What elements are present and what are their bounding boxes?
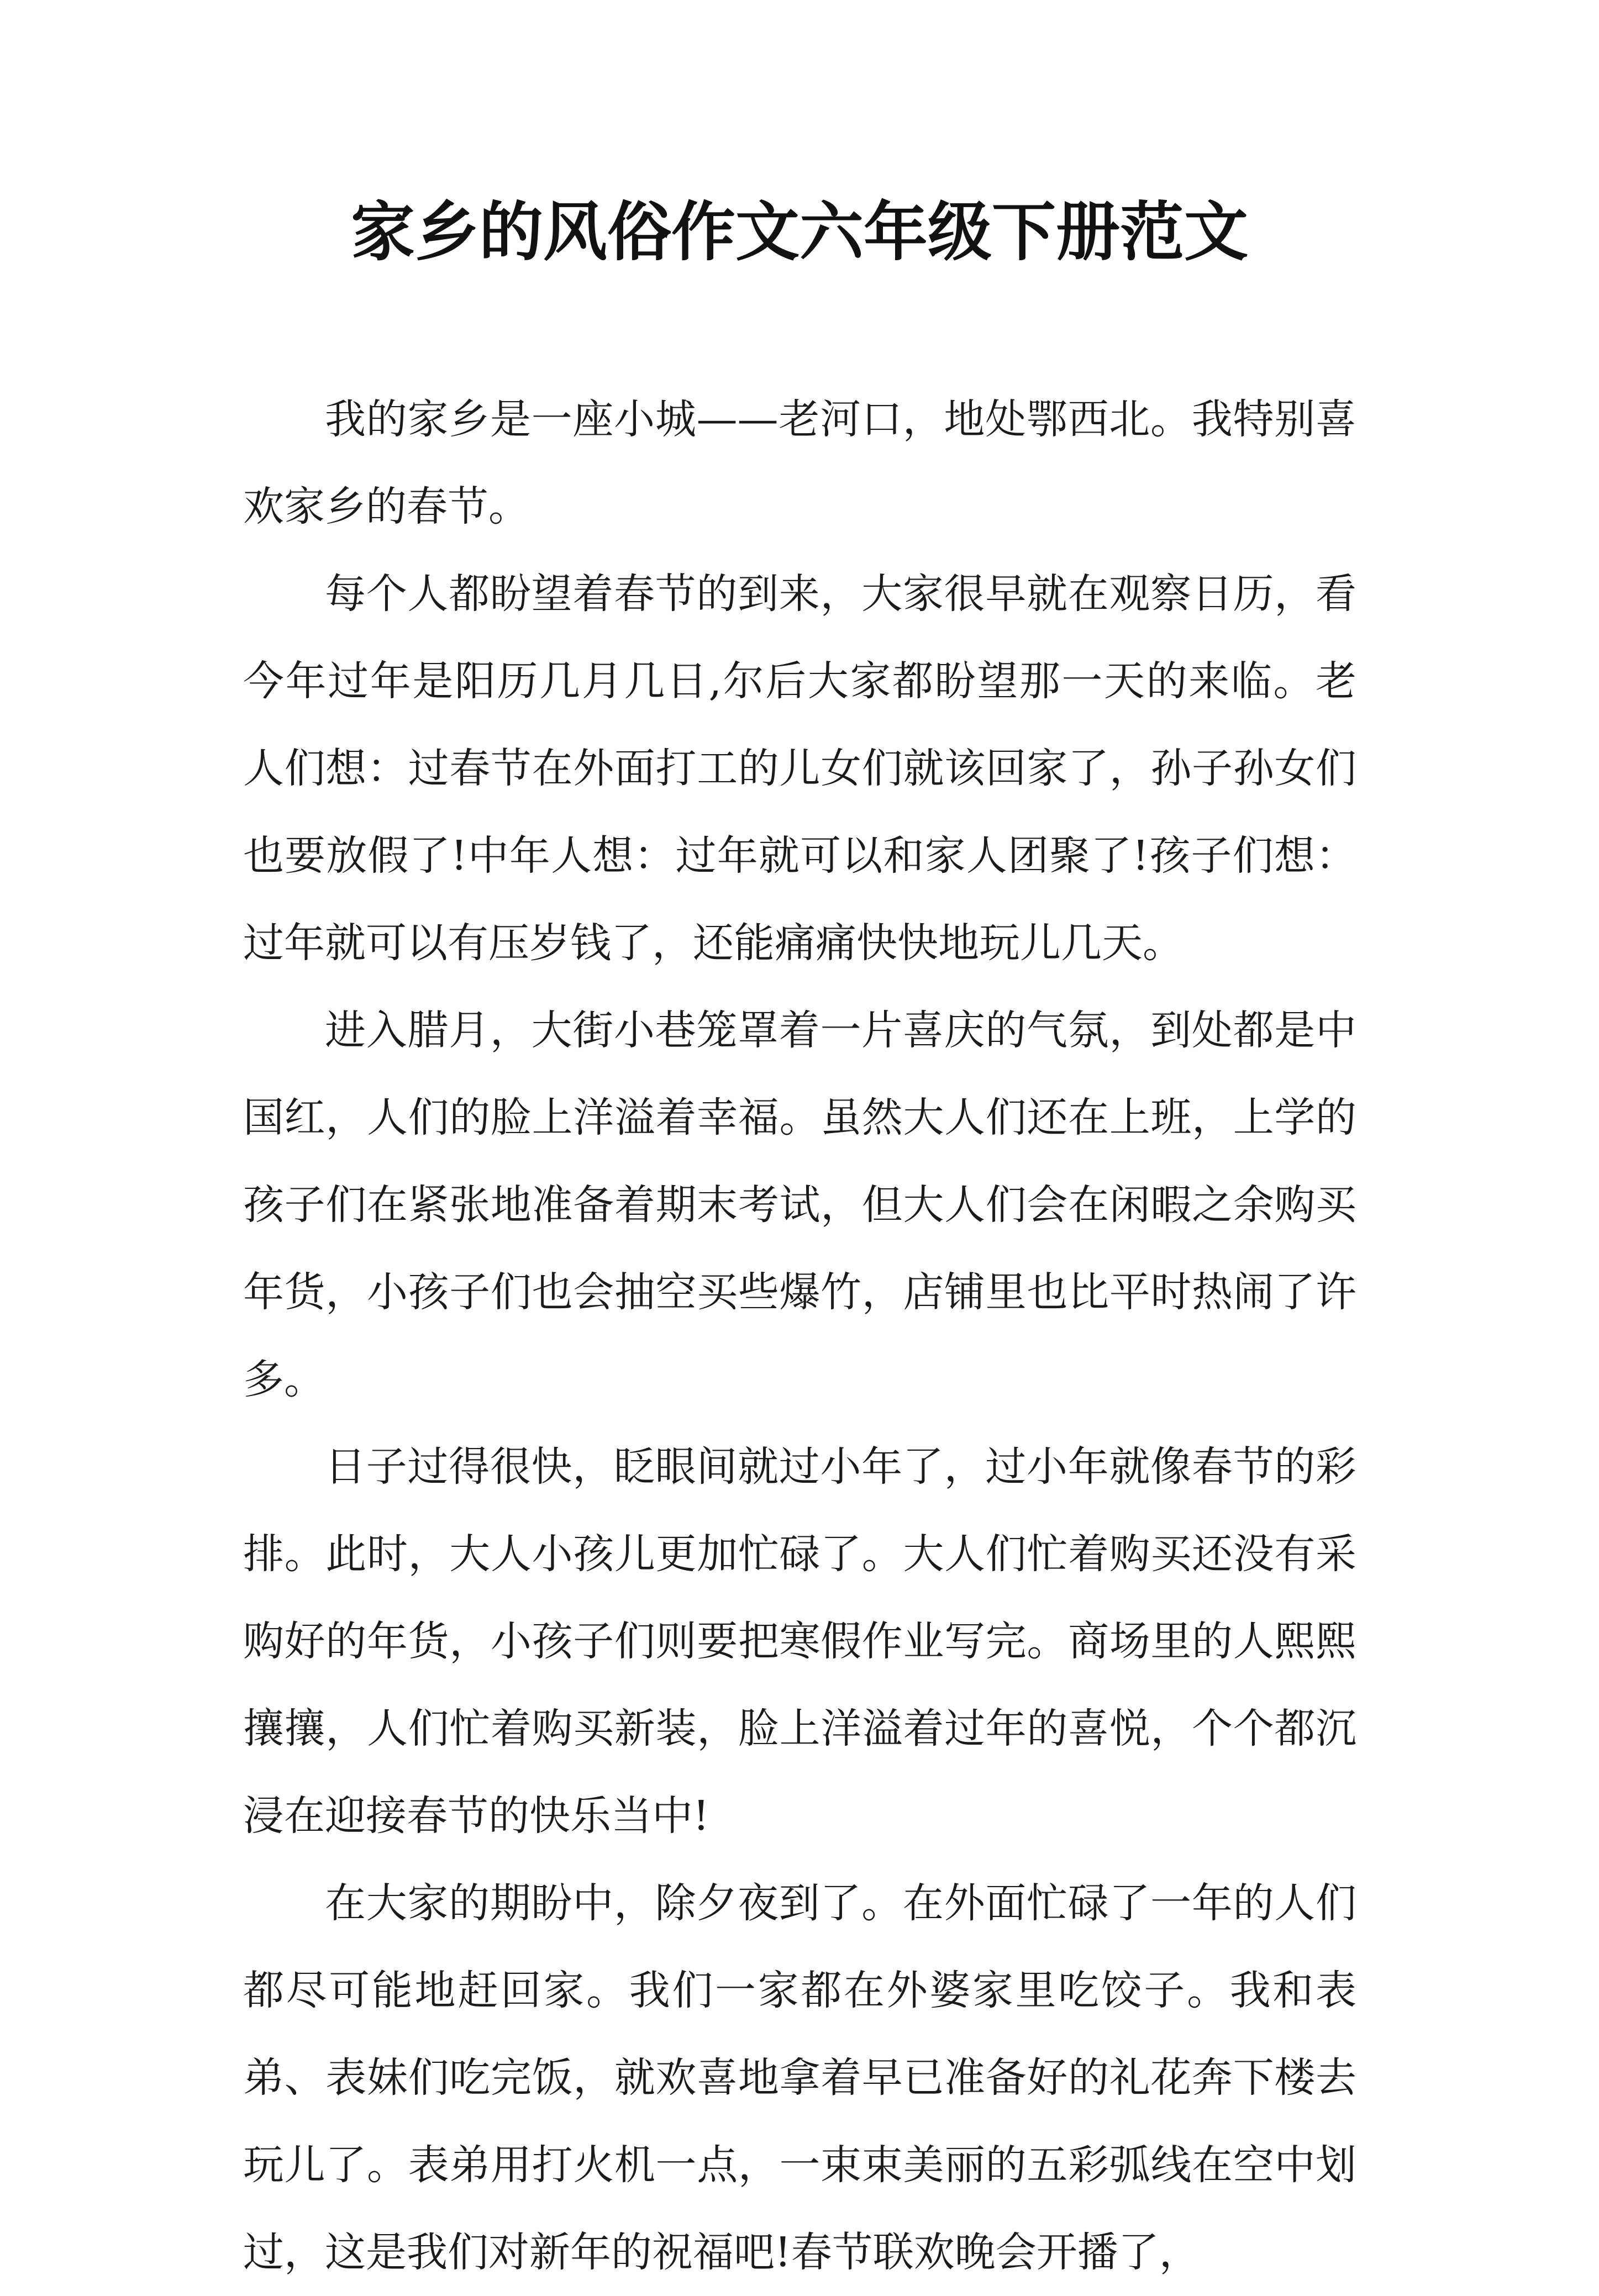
paragraph-2: 每个人都盼望着春节的到来，大家很早就在观察日历，看今年过年是阳历几月几日,尔后大家都盼望那一天的来临。老人们想：过春节在外面打工的儿女们就该回家了，孙子孙女们也要放假了!中年人想：过年就可以和家人团聚了!孩子们想：过年就可以有压岁钱了，还能痛痛快快地玩儿几天。 (243, 570, 1356, 967)
paragraph-4: 日子过得很快，眨眼间就过小年了，过小年就像春节的彩排。此时，大人小孩儿更加忙碌了。大人们忙着购买还没有采购好的年货，小孩子们则要把寒假作业写完。商场里的人熙熙攘攘，人们忙着购买新装，脸上洋溢着过年的喜悦，个个都沉浸在迎接春节的快乐当中! (243, 1443, 1356, 1840)
essay-body (243, 376, 1356, 2296)
paragraph-1: 我的家乡是一座小城——老河口，地处鄂西北。我特别喜欢家乡的春节。 (243, 396, 1356, 530)
page-title: 家乡的风俗作文六年级下册范文 (351, 194, 1248, 270)
paragraph-3: 进入腊月，大街小巷笼罩着一片喜庆的气氛，到处都是中国红，人们的脸上洋溢着幸福。虽然大人们还在上班，上学的孩子们在紧张地准备着期末考试，但大人们会在闲暇之余购买年货，小孩子们也会抽空买些爆竹，店铺里也比平时热闹了许多。 (243, 1007, 1356, 1403)
paragraph-5: 在大家的期盼中，除夕夜到了。在外面忙碌了一年的人们都尽可能地赶回家。我们一家都在外婆家里吃饺子。我和表弟、表妹们吃完饭，就欢喜地拿着早已准备好的礼花奔下楼去玩儿了。表弟用打火机一点，一束束美丽的五彩弧线在空中划过，这是我们对新年的祝福吧!春节联欢晚会开播了， (243, 1879, 1356, 2276)
